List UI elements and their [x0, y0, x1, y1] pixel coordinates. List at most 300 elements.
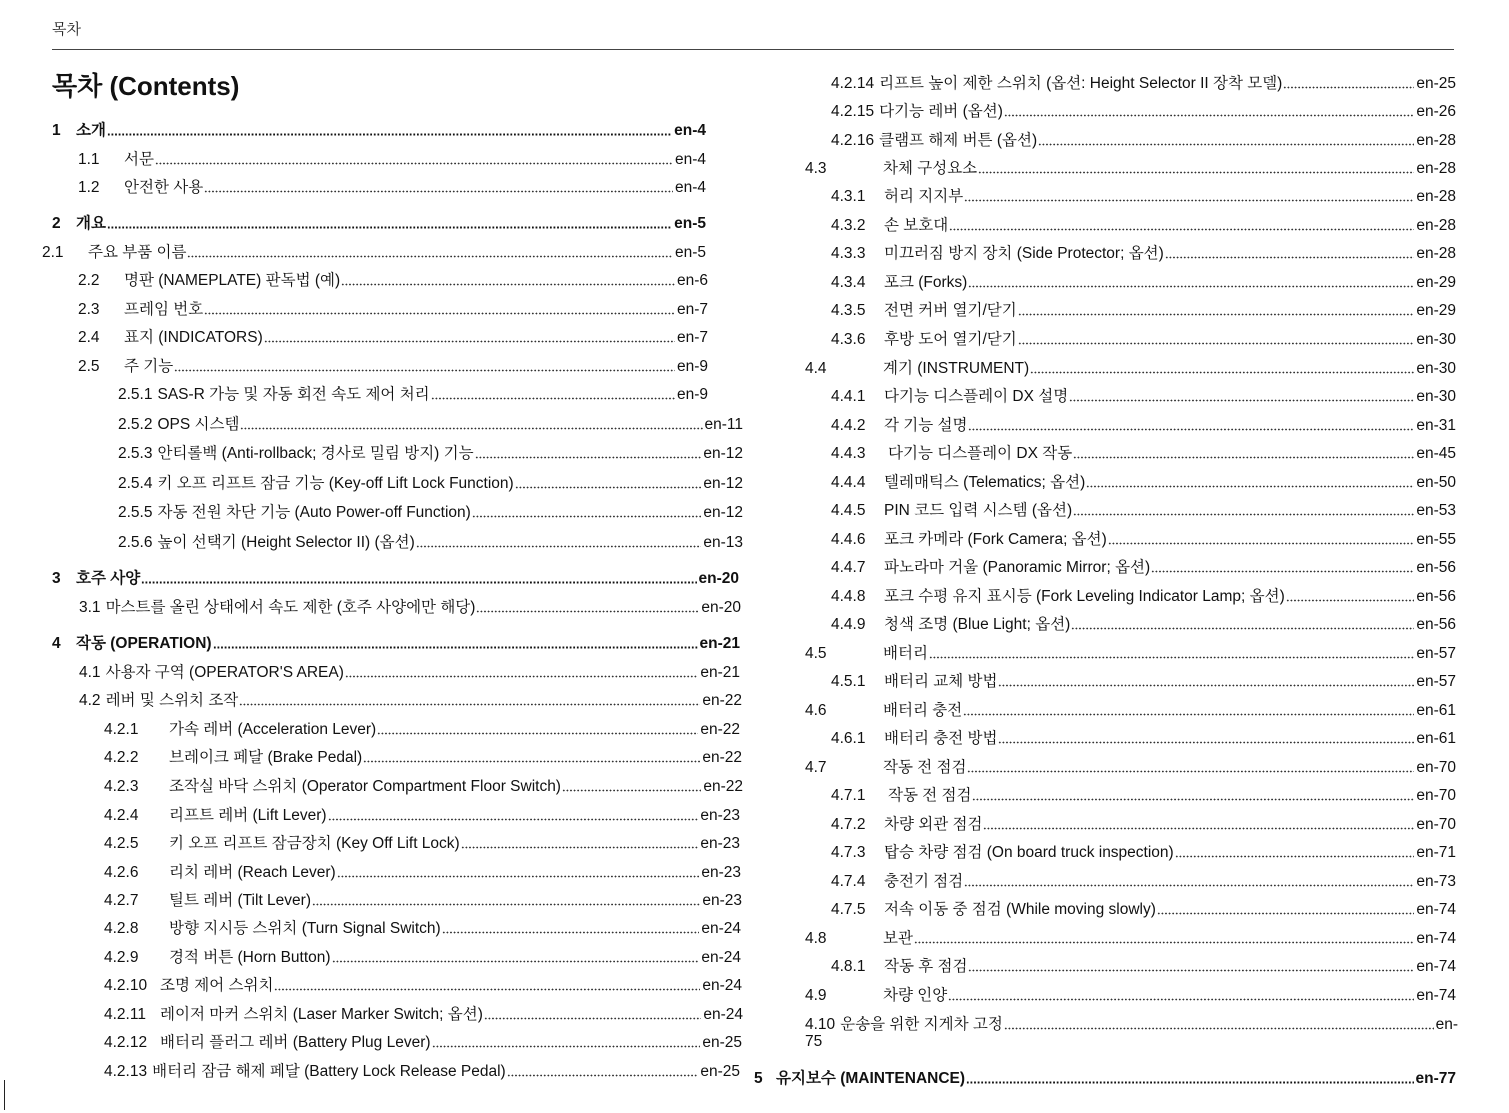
toc-entry-title: 다기능 디스플레이 DX 작동: [888, 445, 1073, 462]
toc-entry-number: 4.2.6: [104, 864, 139, 881]
toc-entry-title: 틸트 레버 (Tilt Lever): [169, 892, 311, 909]
toc-entry[interactable]: [831, 551, 1456, 577]
toc-entry-number: 4.4: [805, 360, 827, 377]
toc-entry[interactable]: [831, 180, 1456, 206]
toc-entry-number: 4.2.5: [104, 835, 139, 852]
toc-entry-title: 서문: [124, 151, 154, 168]
toc-entry-page: en-29: [1416, 274, 1456, 291]
toc-entry-number: 2.5.2: [118, 416, 153, 433]
toc-entry[interactable]: [831, 665, 1456, 691]
toc-entry[interactable]: [831, 580, 1456, 606]
dot-leader: [998, 741, 1414, 744]
toc-entry-page: en-77: [1415, 1070, 1456, 1087]
dot-leader: [1151, 570, 1414, 573]
dot-leader: [204, 312, 675, 315]
toc-entry-page: en-23: [700, 835, 740, 852]
toc-entry-page: en-21: [700, 664, 740, 681]
toc-entry-page: en-4: [674, 122, 706, 139]
toc-entry[interactable]: [831, 523, 1456, 549]
toc-entry[interactable]: [104, 799, 740, 825]
toc-entry-title: 작동 후 점검: [884, 958, 968, 975]
toc-entry-number: 4.1: [79, 664, 101, 681]
dot-leader: [978, 171, 1414, 174]
toc-entry-page: en-28: [1416, 188, 1456, 205]
dot-leader: [274, 988, 700, 991]
toc-entry[interactable]: [831, 266, 1456, 292]
toc-entry-title: 사용자 구역 (OPERATOR'S AREA): [105, 664, 344, 681]
toc-entry-page: en-11: [704, 416, 743, 433]
toc-entry-page: en-45: [1416, 445, 1456, 462]
toc-entry-number: 4.2.7: [104, 892, 139, 909]
dot-leader: [155, 162, 673, 165]
dot-leader: [461, 846, 699, 849]
toc-entry-page: en-6: [676, 272, 708, 289]
toc-entry-title: 배터리 잠금 해제 페달 (Battery Lock Release Pedal): [152, 1063, 506, 1080]
dot-leader: [998, 684, 1414, 687]
dot-leader: [1018, 313, 1415, 316]
dot-leader: [174, 369, 675, 372]
dot-leader: [213, 646, 698, 649]
toc-entry-number: 2.5.1: [118, 386, 153, 403]
toc-entry-title: 전면 커버 열기/닫기: [884, 302, 1017, 319]
toc-entry-title: 차체 구성요소: [883, 160, 978, 177]
toc-entry-page: en-9: [676, 386, 708, 403]
toc-entry[interactable]: [805, 922, 1456, 948]
toc-entry-page: en-12: [703, 475, 743, 492]
toc-entry[interactable]: [104, 1055, 740, 1081]
toc-entry-page: en-71: [1416, 844, 1456, 861]
dot-leader: [1157, 912, 1414, 915]
toc-entry-number: 4.2.8: [104, 920, 139, 937]
dot-leader: [187, 255, 673, 258]
toc-entry[interactable]: [78, 293, 708, 319]
toc-entry-number: 5: [754, 1070, 763, 1087]
dot-leader: [239, 703, 700, 706]
toc-entry-number: 4.8: [805, 930, 827, 947]
toc-entry-title: 프레임 번호: [124, 301, 204, 318]
toc-entry[interactable]: [831, 67, 1456, 93]
toc-entry-title: 자동 전원 차단 기능 (Auto Power-off Function): [157, 504, 471, 521]
dot-leader: [1069, 399, 1414, 402]
toc-entry[interactable]: [78, 321, 708, 347]
toc-entry[interactable]: [52, 207, 706, 233]
toc-entry-page: en-28: [1416, 245, 1456, 262]
toc-entry[interactable]: [79, 591, 741, 617]
toc-entry[interactable]: [104, 941, 741, 967]
toc-entry[interactable]: [831, 865, 1456, 891]
toc-entry[interactable]: [831, 608, 1456, 634]
dot-leader: [1004, 1027, 1434, 1030]
toc-entry-number: 4.3.6: [831, 331, 866, 348]
toc-entry-number: 4.4.9: [831, 616, 866, 633]
toc-entry-title: 레버 및 스위치 조작: [105, 692, 239, 709]
toc-entry-number: 4.3.5: [831, 302, 866, 319]
dot-leader: [963, 713, 1414, 716]
toc-entry-number: 4.2.12: [104, 1034, 148, 1051]
toc-entry-page: en-5: [674, 215, 706, 232]
dot-leader: [515, 486, 702, 489]
toc-entry-page: en-74: [1416, 930, 1456, 947]
toc-entry-number: 4.7.5: [831, 901, 866, 918]
toc-entry-page: en-57: [1416, 645, 1456, 662]
toc-entry-title: 계기 (INSTRUMENT): [883, 360, 1030, 377]
toc-entry-title: 차량 인양: [883, 987, 948, 1004]
toc-entry-number: 2.5.3: [118, 445, 153, 462]
toc-entry-page: en-31: [1416, 417, 1456, 434]
dot-leader: [442, 931, 700, 934]
dot-leader: [964, 199, 1414, 202]
toc-entry-number: 4.7.2: [831, 816, 866, 833]
toc-entry-title: 브레이크 페달 (Brake Pedal): [169, 749, 363, 766]
toc-entry[interactable]: [118, 467, 743, 493]
toc-entry-title: 배터리 플러그 레버 (Battery Plug Lever): [160, 1034, 431, 1051]
toc-entry-page: en-20: [698, 570, 739, 587]
toc-entry-number: 4.3: [805, 160, 827, 177]
toc-entry-title: 충전기 점검: [884, 873, 964, 890]
toc-entry-title: 방향 지시등 스위치 (Turn Signal Switch): [169, 920, 441, 937]
toc-entry[interactable]: [78, 171, 706, 197]
toc-entry-page: en-22: [700, 721, 740, 738]
toc-entry-number: 4.5: [805, 645, 827, 662]
toc-entry-page: en-22: [702, 749, 742, 766]
dot-leader: [1286, 599, 1415, 602]
dot-leader: [1175, 855, 1415, 858]
toc-entry-page: en-30: [1416, 388, 1456, 405]
toc-entry[interactable]: [831, 409, 1456, 435]
toc-entry-title: 리프트 높이 제한 스위치 (옵션: Height Selector II 장착 모델): [879, 75, 1283, 92]
toc-entry[interactable]: [78, 143, 706, 169]
toc-entry-number: 2.3: [78, 301, 100, 318]
toc-entry-number: 1: [52, 122, 61, 139]
toc-entry-title: 조작실 바닥 스위치 (Operator Compartment Floor Switch): [169, 778, 561, 795]
dot-leader: [966, 1081, 1413, 1084]
toc-entry[interactable]: [831, 380, 1456, 406]
dot-leader: [431, 397, 675, 400]
toc-entry-page: en-74: [1416, 901, 1456, 918]
toc-entry[interactable]: [831, 437, 1456, 463]
page-header-title: 목차: [52, 21, 81, 38]
toc-entry[interactable]: [805, 152, 1456, 178]
toc-entry[interactable]: [805, 637, 1456, 663]
toc-entry[interactable]: [831, 494, 1456, 520]
toc-entry-page: en-29: [1416, 302, 1456, 319]
toc-entry-title: 키 오프 리프트 잠금 기능 (Key-off Lift Lock Function): [157, 475, 514, 492]
toc-entry-page: en-9: [676, 358, 708, 375]
toc-entry-title: 후방 도어 열기/닫기: [884, 331, 1017, 348]
toc-entry[interactable]: [42, 236, 706, 262]
toc-entry-page: en-56: [1416, 588, 1456, 605]
toc-entry-title: 표지 (INDICATORS): [124, 329, 263, 346]
toc-entry-page: en-30: [1416, 331, 1456, 348]
toc-entry[interactable]: [831, 836, 1456, 862]
toc-entry-number: 4.4.4: [831, 474, 866, 491]
toc-entry-number: 4.10: [805, 1016, 836, 1033]
toc-entry[interactable]: [831, 294, 1456, 320]
dot-leader: [968, 285, 1414, 288]
toc-entry-title: 배터리 교체 방법: [884, 673, 998, 690]
toc-entry[interactable]: [104, 856, 741, 882]
toc-entry-page: en-70: [1416, 816, 1456, 833]
toc-entry[interactable]: [805, 979, 1456, 1005]
toc-entry-number: 4.4.1: [831, 388, 866, 405]
toc-entry-page: en-12: [703, 504, 743, 521]
dot-leader: [967, 770, 1414, 773]
toc-entry[interactable]: [104, 770, 743, 796]
toc-entry-page: en-25: [700, 1063, 740, 1080]
toc-entry[interactable]: [831, 124, 1456, 150]
toc-entry-number: 4.2.3: [104, 778, 139, 795]
toc-entry-title: 주요 부품 이름: [88, 244, 187, 261]
toc-entry-title: 허리 지지부: [884, 188, 964, 205]
toc-entry[interactable]: [104, 884, 742, 910]
dot-leader: [484, 1017, 701, 1020]
toc-entry[interactable]: [831, 209, 1456, 235]
toc-entry-number: 4.4.7: [831, 559, 866, 576]
toc-entry[interactable]: [118, 378, 708, 404]
toc-entry[interactable]: [118, 408, 743, 434]
toc-entry[interactable]: [104, 713, 740, 739]
toc-entry[interactable]: [104, 969, 742, 995]
toc-entry-page: en-22: [702, 692, 742, 709]
toc-entry-number: 4: [52, 635, 61, 652]
toc-entry[interactable]: [805, 1008, 1458, 1034]
dot-leader: [107, 226, 672, 229]
toc-entry[interactable]: [79, 684, 742, 710]
dot-leader: [475, 456, 702, 459]
toc-entry-title: 유지보수 (MAINTENANCE): [776, 1070, 966, 1087]
toc-entry-page: en-61: [1416, 730, 1456, 747]
toc-entry-title: 호주 사양: [76, 570, 141, 587]
dot-leader: [377, 732, 698, 735]
toc-entry-number: 4.2.16: [831, 132, 875, 149]
toc-entry-number: 2.5: [78, 358, 100, 375]
margin-mark: [4, 1080, 5, 1110]
toc-entry-page: en-74: [1416, 987, 1456, 1004]
toc-entry-title: 포크 수평 유지 표시등 (Fork Leveling Indicator Lamp; 옵션): [884, 588, 1285, 605]
toc-entry-title: 안티롤백 (Anti-rollback; 경사로 밀림 방지) 기능: [157, 445, 474, 462]
toc-entry-title: 작동 전 점검: [883, 759, 967, 776]
toc-entry-page: en-23: [702, 892, 742, 909]
toc-entry-page: en-7: [676, 301, 708, 318]
toc-entry-title: 경적 버튼 (Horn Button): [169, 949, 331, 966]
toc-entry-page: en-22: [703, 778, 743, 795]
toc-entry-number: 2.5.4: [118, 475, 153, 492]
dot-leader: [949, 228, 1414, 231]
toc-entry-number: 4.4.8: [831, 588, 866, 605]
dot-leader: [507, 1074, 699, 1077]
dot-leader: [345, 675, 698, 678]
toc-entry-page: en-25: [1416, 75, 1456, 92]
toc-entry[interactable]: [831, 950, 1456, 976]
toc-entry-number: 4.2.10: [104, 977, 148, 994]
toc-entry[interactable]: [78, 350, 708, 376]
dot-leader: [432, 1045, 701, 1048]
toc-entry[interactable]: [118, 437, 743, 463]
toc-entry[interactable]: [118, 526, 743, 552]
dot-leader: [1073, 456, 1414, 459]
toc-entry-page: en-4: [674, 179, 706, 196]
toc-entry-page: en-61: [1416, 702, 1456, 719]
toc-entry-title: 청색 조명 (Blue Light; 옵션): [884, 616, 1071, 633]
toc-entry[interactable]: [79, 656, 740, 682]
toc-entry-title: 텔레매틱스 (Telematics; 옵션): [884, 474, 1086, 491]
dot-leader: [107, 133, 672, 136]
toc-entry-page: en-24: [702, 977, 742, 994]
dot-leader: [1086, 485, 1414, 488]
toc-entry-number: 4.2.14: [831, 75, 875, 92]
toc-entry-number: 2: [52, 215, 61, 232]
toc-entry-page: en-50: [1416, 474, 1456, 491]
toc-entry[interactable]: [805, 352, 1456, 378]
toc-entry[interactable]: [52, 627, 740, 653]
toc-entry-title: 키 오프 리프트 잠금장치 (Key Off Lift Lock): [169, 835, 460, 852]
dot-leader: [968, 969, 1414, 972]
toc-entry-title: 포크 카메라 (Fork Camera; 옵션): [884, 531, 1107, 548]
toc-entry-number: 4.9: [805, 987, 827, 1004]
toc-entry-number: 4.2: [79, 692, 101, 709]
dot-leader: [332, 960, 700, 963]
toc-entry-page: en-28: [1416, 217, 1456, 234]
dot-leader: [204, 190, 673, 193]
dot-leader: [929, 656, 1414, 659]
toc-entry[interactable]: [831, 466, 1456, 492]
toc-entry[interactable]: [831, 95, 1456, 121]
toc-entry-title: 탑승 차량 점검 (On board truck inspection): [884, 844, 1174, 861]
dot-leader: [363, 760, 700, 763]
toc-entry[interactable]: [831, 808, 1456, 834]
toc-entry[interactable]: [831, 893, 1456, 919]
toc-entry[interactable]: [104, 827, 740, 853]
toc-entry-number: 4.2.11: [104, 1006, 146, 1023]
dot-leader: [1018, 342, 1415, 345]
toc-entry[interactable]: [831, 323, 1456, 349]
dot-leader: [341, 283, 675, 286]
toc-entry[interactable]: [831, 237, 1456, 263]
toc-entry-number: 4.3.3: [831, 245, 866, 262]
toc-entry-page: en-7: [676, 329, 708, 346]
dot-leader: [1071, 627, 1414, 630]
toc-entry-title: 각 기능 설명: [884, 417, 968, 434]
toc-entry[interactable]: [104, 1026, 742, 1052]
toc-entry-number: 4.5.1: [831, 673, 866, 690]
toc-entry-page: en-53: [1416, 502, 1456, 519]
toc-entry-page: en-56: [1416, 616, 1456, 633]
toc-entry-title: 명판 (NAMEPLATE) 판독법 (예): [124, 272, 341, 289]
toc-entry-title: 클램프 해제 버튼 (옵션): [879, 132, 1038, 149]
toc-entry-title: 포크 (Forks): [884, 274, 968, 291]
toc-entry-page: en-25: [702, 1034, 742, 1051]
toc-entry[interactable]: [831, 779, 1456, 805]
toc-entry[interactable]: [754, 1062, 1456, 1088]
toc-entry[interactable]: [104, 912, 741, 938]
toc-entry-number: 4.3.4: [831, 274, 866, 291]
toc-entry-title: 다기능 디스플레이 DX 설명: [884, 388, 1069, 405]
toc-entry-number: 4.2.13: [104, 1063, 148, 1080]
toc-entry-title: 리프트 레버 (Lift Lever): [169, 807, 327, 824]
toc-entry-number: 4.2.2: [104, 749, 139, 766]
dot-leader: [472, 515, 702, 518]
dot-leader: [948, 998, 1414, 1001]
toc-entry-title: 파노라마 거울 (Panoramic Mirror; 옵션): [884, 559, 1151, 576]
dot-leader: [476, 610, 699, 613]
dot-leader: [141, 581, 696, 584]
toc-entry-page: en-13: [703, 534, 743, 551]
toc-entry-page: en-4: [674, 151, 706, 168]
toc-entry-page: en-: [1435, 1016, 1458, 1033]
toc-entry-page: en-70: [1416, 787, 1456, 804]
dot-leader: [968, 428, 1414, 431]
toc-entry-page: en-73: [1416, 873, 1456, 890]
toc-entry-title: 소개: [76, 122, 106, 139]
toc-entry-number: 4.3.2: [831, 217, 866, 234]
toc-entry-number: 1.2: [78, 179, 100, 196]
toc-entry-page: en-5: [674, 244, 706, 261]
toc-entry[interactable]: [52, 114, 706, 140]
dot-leader: [1038, 143, 1414, 146]
toc-entry-page: en-74: [1416, 958, 1456, 975]
toc-entry-title: 손 보호대: [884, 217, 949, 234]
toc-entry-number: 2.4: [78, 329, 100, 346]
toc-entry-number: 4.3.1: [831, 188, 866, 205]
toc-entry-number: 2.5.6: [118, 534, 153, 551]
toc-entry-page: en-56: [1416, 559, 1456, 576]
toc-entry-number: 4.2.4: [104, 807, 139, 824]
toc-entry-page: en-24: [701, 920, 741, 937]
toc-entry[interactable]: [78, 264, 708, 290]
dot-leader: [1108, 542, 1415, 545]
toc-entry[interactable]: [805, 751, 1456, 777]
toc-entry-page: en-70: [1416, 759, 1456, 776]
toc-entry-page: en-30: [1416, 360, 1456, 377]
toc-entry[interactable]: [104, 998, 743, 1024]
toc-entry-number: 4.6.1: [831, 730, 866, 747]
toc-entry-number: 4.7: [805, 759, 827, 776]
toc-entry-number: 4.2.15: [831, 103, 875, 120]
toc-entry-title: 저속 이동 중 점검 (While moving slowly): [884, 901, 1156, 918]
dot-leader: [240, 427, 702, 430]
toc-entry-page: en-12: [703, 445, 743, 462]
toc-entry[interactable]: [52, 562, 739, 588]
toc-entry-title: 배터리 충전 방법: [884, 730, 998, 747]
toc-entry-number: 2.2: [78, 272, 100, 289]
dot-leader: [416, 545, 702, 548]
toc-entry-number: 4.7.3: [831, 844, 866, 861]
toc-entry[interactable]: [104, 741, 742, 767]
toc-entry-title: 다기능 레버 (옵션): [879, 103, 1003, 120]
toc-entry-page: en-28: [1416, 160, 1456, 177]
toc-entry-title: 가속 레버 (Acceleration Lever): [169, 721, 377, 738]
toc-entry-title: SAS-R 가능 및 자동 회전 속도 제어 처리: [157, 386, 430, 403]
toc-entry-number: 4.4.2: [831, 417, 866, 434]
toc-entry-title: 배터리: [883, 645, 928, 662]
toc-entry-page-continued: 75: [805, 1033, 823, 1050]
toc-entry-title: 보관: [883, 930, 913, 947]
toc-entry-title: 레이저 마커 스위치 (Laser Marker Switch; 옵션): [160, 1006, 483, 1023]
dot-leader: [1165, 256, 1415, 259]
toc-entry[interactable]: [831, 722, 1456, 748]
toc-entry[interactable]: [118, 496, 743, 522]
toc-entry-title: 차량 외관 점검: [884, 816, 983, 833]
toc-entry[interactable]: [805, 694, 1456, 720]
toc-entry-title: 미끄러짐 방지 장치 (Side Protector; 옵션): [884, 245, 1164, 262]
toc-entry-page: en-23: [700, 807, 740, 824]
toc-entry-title: 주 기능: [124, 358, 174, 375]
dot-leader: [972, 798, 1414, 801]
toc-entry-title: 높이 선택기 (Height Selector II) (옵션): [157, 534, 415, 551]
toc-entry-title: 작동 (OPERATION): [76, 635, 212, 652]
toc-entry-page: en-20: [701, 599, 741, 616]
dot-leader: [1283, 86, 1414, 89]
